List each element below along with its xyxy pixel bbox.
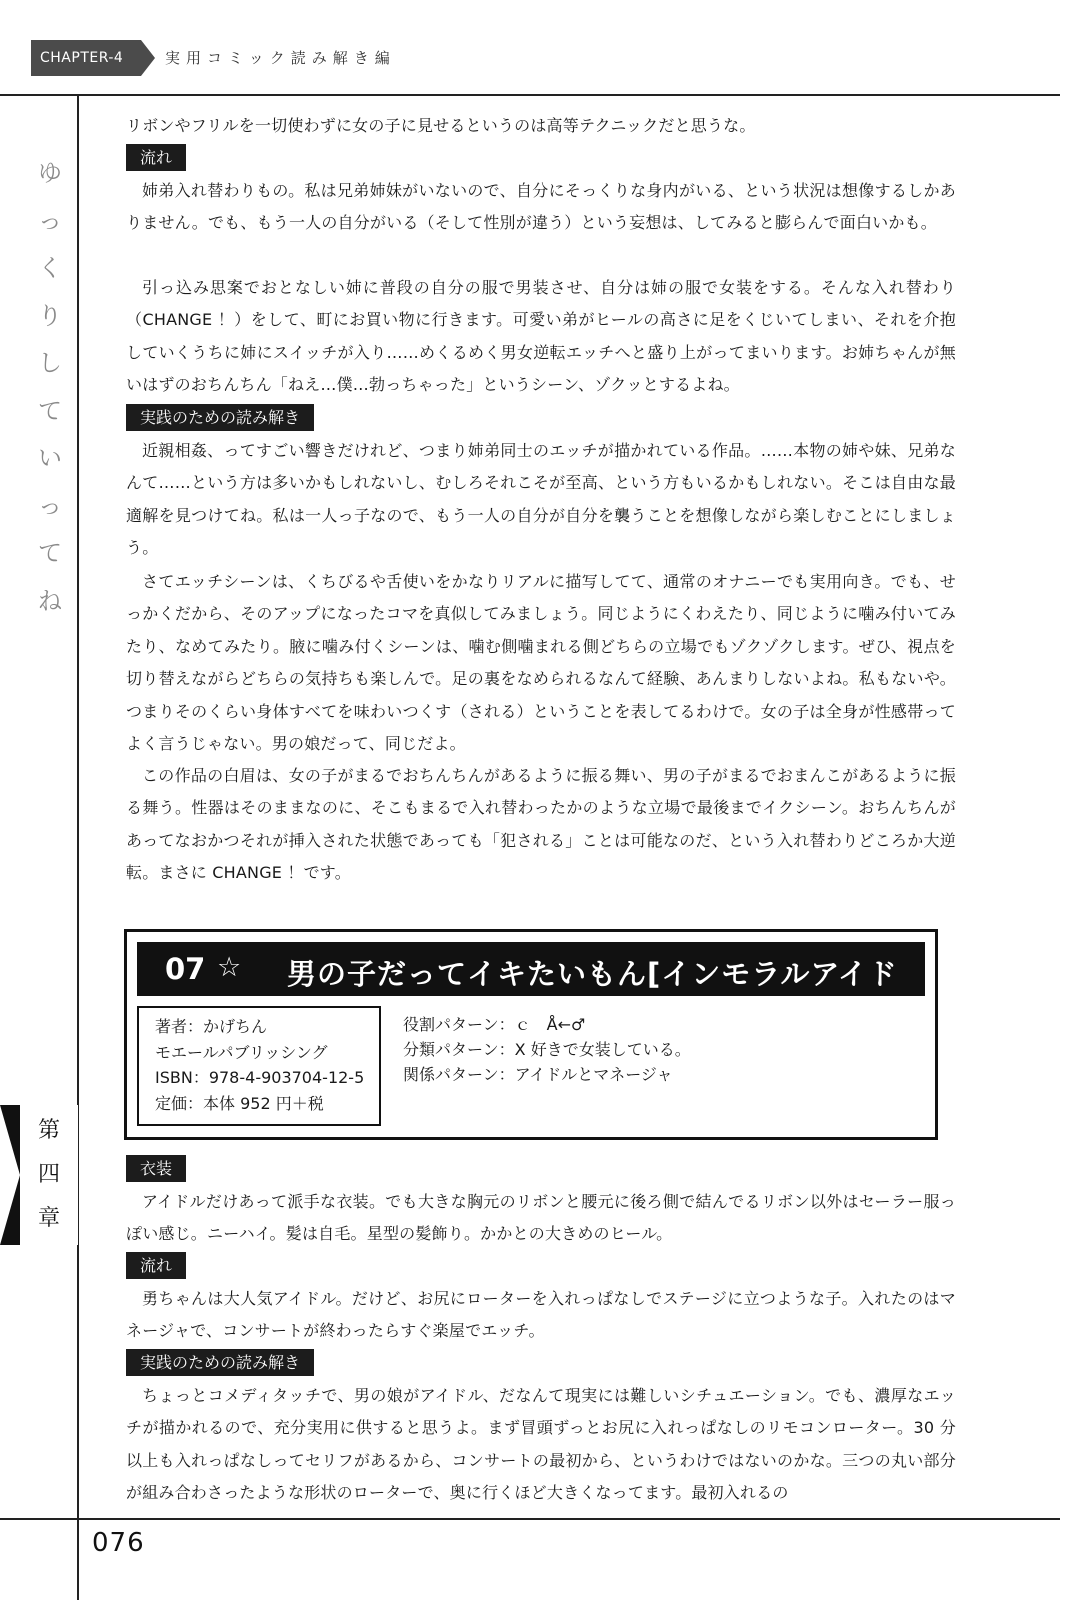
- left-margin-rule: [77, 94, 79, 1600]
- paragraph: 姉弟入れ替わりもの。私は兄弟姉妹がいないので、自分にそっくりな身内がいる、という状況は想像するしかありません。でも、もう一人の自分がいる（そして性別が違う）という妄想は、してみると膨らんで面白いかも。: [126, 181, 956, 233]
- side-vertical-text: [38, 150, 62, 625]
- category-pattern: 分類パターン：X 好きで女装している。: [403, 1040, 691, 1059]
- relation-pattern: 関係パターン：アイドルとマネージャ: [403, 1065, 673, 1084]
- paragraph: さてエッチシーンは、くちびるや舌使いをかなりリアルに描写してて、通常のオナニーでも実用向き。でも、せっかくだから、そのアップになったコマを真似してみましょう。同じようにくわえたり、同じように噛み付いてみたり、なめてみたり。腋に噛み付くシーンは、噛む側噛まれる側どちらの立場でもゾクゾクします。ぜひ、視点を切り替えながらどちらの気持ちも楽しんで。足の裏をなめられるなんて経験、あんまりしないよね。私もないや。つまりそのくらい身体すべてを味わいつくす（される）ということを表してるわけで。女の子は全身が性感帯ってよく言うじゃない。男の娘だって、同じだよ。: [126, 572, 956, 754]
- chapter-marker-char: 章: [38, 1206, 61, 1231]
- chapter-marker-notch: [0, 1105, 20, 1245]
- section-label-practice: 実践のための読み解き: [126, 1349, 314, 1376]
- chapter-marker-char: 四: [38, 1162, 61, 1187]
- chapter-title: 実用コミック読み解き編: [165, 49, 396, 67]
- side-char: っ: [38, 206, 62, 235]
- side-char: て: [38, 396, 62, 425]
- star-icon: ☆: [217, 952, 242, 983]
- book-info-box: [137, 1006, 381, 1126]
- chapter-marker-char: 第: [38, 1118, 61, 1143]
- side-char: て: [38, 539, 62, 567]
- book-patterns: [403, 1012, 691, 1087]
- paragraph: 勇ちゃんは大人気アイドル。だけど、お尻にローターを入れっぱなしでステージに立つような子。入れたのはマネージャで、コンサートが終わったらすぐ楽屋でエッチ。: [126, 1289, 956, 1341]
- chapter-tag-arrow: [141, 40, 155, 76]
- book-author: 著者：かげちん: [155, 1017, 268, 1036]
- book-card: [124, 929, 938, 1140]
- side-char: っ: [38, 491, 62, 520]
- footer-rule: [0, 1518, 1060, 1520]
- book-number: 07: [165, 952, 206, 986]
- side-char: い: [38, 444, 62, 472]
- side-char: く: [38, 254, 62, 282]
- paragraph: アイドルだけあって派手な衣装。でも大きな胸元のリボンと腰元に後ろ側で結んでるリボン以外はセーラー服っぽい感じ。ニーハイ。髪は自毛。星型の髪飾り。かかとの大きめのヒール。: [126, 1192, 956, 1244]
- book-publisher: モエールパブリッシング: [155, 1042, 328, 1062]
- side-char: し: [38, 349, 62, 377]
- paragraph: この作品の白眉は、女の子がまるでおちんちんがあるように振る舞い、男の子がまるでおまんこがあるように振る舞う。性器はそのままなのに、そこもまるで入れ替わったかのような立場で最後までイクシーン。おちんちんがあってなおかつそれが挿入された状態であっても「犯される」ことは可能なのだ、という入れ替わりどころか大逆転。まさに CHANGE ！です。: [126, 766, 956, 883]
- paragraph: 引っ込み思案でおとなしい姉に普段の自分の服で男装させ、自分は姉の服で女装をする。そんな入れ替わり（CHANGE ！）をして、町にお買い物に行きます。可愛い弟がヒールの高さに足をくじいてしまい、それを介抱していくうちに姉にスイッチが入り……めくるめく男女逆転エッチへと盛り上がってまいります。お姉ちゃんが無いはずのおちんちん「ねえ…僕…勃っちゃった」というシーン、ゾクッとするよね。: [126, 278, 956, 395]
- section-label-costume: 衣装: [126, 1155, 186, 1182]
- page-number: 076: [92, 1528, 145, 1558]
- side-char: ゆ: [38, 159, 62, 187]
- section-label-practice: 実践のための読み解き: [126, 404, 314, 431]
- book-price: 定価：本体 952 円＋税: [155, 1093, 324, 1113]
- book-title: 男の子だってイキたいもん[インモラルアイドル]: [287, 957, 898, 1032]
- side-char: ね: [38, 586, 62, 615]
- side-char: り: [38, 301, 62, 330]
- header-rule: [0, 94, 1060, 96]
- section-label-flow: 流れ: [126, 1252, 186, 1279]
- chapter-marker-text: [38, 1109, 60, 1241]
- chapter-tag: CHAPTER-4: [31, 40, 141, 76]
- intro-line: リボンやフリルを一切使わずに女の子に見せるというのは高等テクニックだと思うな。: [126, 116, 756, 135]
- book-isbn: ISBN：978-4-903704-12-5: [155, 1068, 365, 1087]
- paragraph: ちょっとコメディタッチで、男の娘がアイドル、だなんて現実には難しいシチュエーション。でも、濃厚なエッチが描かれるので、充分実用に供すると思うよ。まず冒頭ずっとお尻に入れっぱなしのリモコンローター。30 分以上も入れっぱなしってセリフがあるから、コンサートの最初から、というわけではないのかな。三つの丸い部分が組み合わさったような形状のローターで、奥に行くほど大きくなってます。最初入れるの: [126, 1386, 956, 1503]
- chapter-marker: [0, 1105, 78, 1245]
- section-label-flow: 流れ: [126, 144, 186, 171]
- paragraph: 近親相姦、ってすごい響きだけれど、つまり姉弟同士のエッチが描かれている作品。……本物の姉や妹、兄弟なんて……という方は多いかもしれないし、むしろそれこそが至高、という方もいるかもしれない。そこは自由な最適解を見つけてね。私は一人っ子なので、もう一人の自分が自分を襲うことを想像しながら楽しむことにしましょう。: [126, 441, 956, 558]
- role-pattern: 役割パターン：ｃ Å←♂: [403, 1015, 586, 1034]
